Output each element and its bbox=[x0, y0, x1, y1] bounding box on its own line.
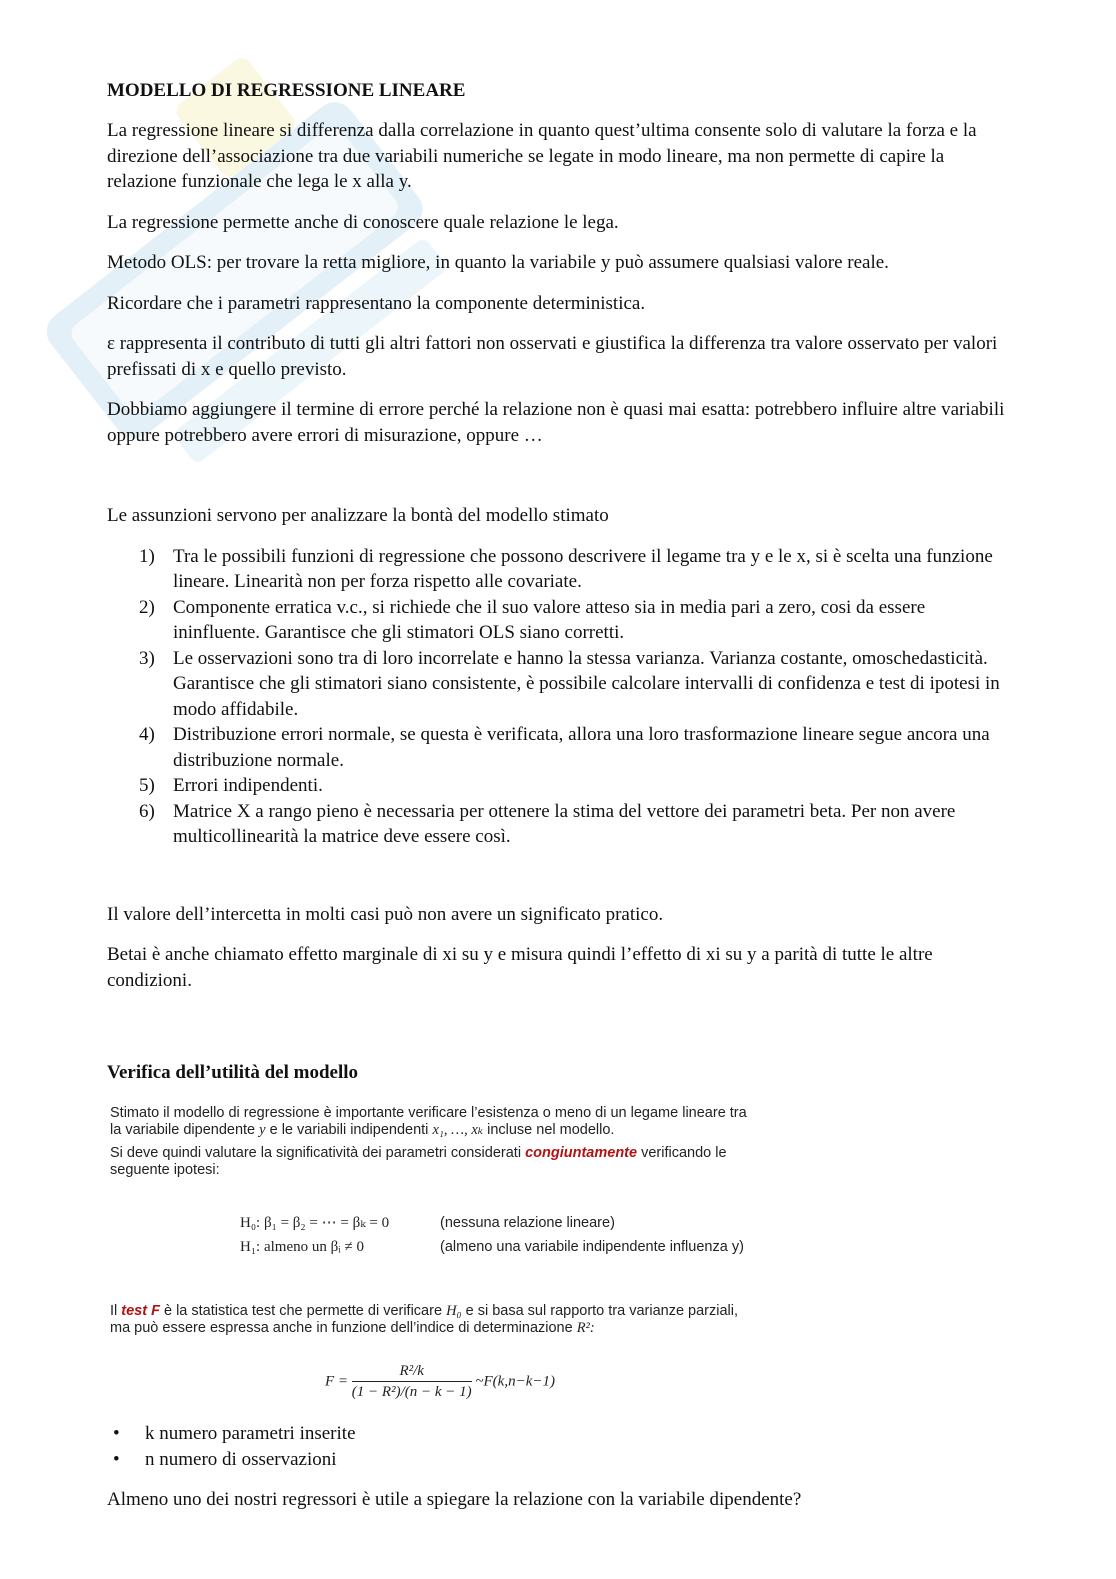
intro-paragraph: Dobbiamo aggiungere il termine di errore perché la relazione non è quasi mai esatta: potrebbero influire altre variabili oppure potrebbero avere errori di misurazione, oppure … bbox=[107, 399, 1005, 446]
formula-numerator: R²/k bbox=[352, 1363, 472, 1382]
document-body bbox=[107, 78, 1007, 1528]
assumptions-intro: Le assunzioni servono per analizzare la bontà del modello stimato bbox=[107, 505, 609, 526]
list-item bbox=[113, 1421, 1007, 1447]
spacer bbox=[107, 850, 1007, 902]
section-title: Verifica dell’utilità del modello bbox=[107, 1062, 359, 1083]
figure-text: Stimato il modello di regressione è importante verificare l’esistenza o meno di un legame lineare tra bbox=[110, 1105, 747, 1121]
list-item-text: Errori indipendenti. bbox=[173, 775, 323, 796]
list-item bbox=[139, 722, 1007, 773]
closing-question: Almeno uno dei nostri regressori è utile a spiegare la relazione con la variabile dipendente? bbox=[107, 1489, 802, 1510]
spacer bbox=[107, 463, 1007, 503]
emphasis-text: congiuntamente bbox=[525, 1145, 638, 1161]
formula-distribution: ~F(k,n−k−1) bbox=[475, 1373, 555, 1390]
figure-line bbox=[110, 1303, 738, 1320]
figure-text: seguente ipotesi: bbox=[110, 1162, 220, 1178]
figure-line bbox=[110, 1320, 595, 1337]
f-test-formula bbox=[325, 1363, 555, 1403]
list-number: 3) bbox=[139, 647, 155, 669]
bullet-icon: • bbox=[113, 1423, 120, 1444]
math-symbol: x₁, …, xₖ bbox=[432, 1122, 484, 1138]
intro-paragraph: Ricordare che i parametri rappresentano la componente deterministica. bbox=[107, 292, 646, 314]
list-number: 6) bbox=[139, 800, 155, 822]
bullet-list bbox=[107, 1421, 1007, 1472]
list-item bbox=[139, 595, 1007, 646]
alt-hypothesis: H₁: almeno un βᵢ ≠ 0 bbox=[240, 1239, 364, 1255]
figure-text: è la statistica test che permette di verificare bbox=[163, 1303, 443, 1319]
formula-fraction bbox=[352, 1363, 472, 1401]
list-number: 2) bbox=[139, 596, 155, 618]
intro-paragraph: La regressione permette anche di conoscere quale relazione le lega. bbox=[107, 211, 619, 233]
null-hypothesis-note: (nessuna relazione lineare) bbox=[440, 1215, 615, 1231]
figure-text: e si basa sul rapporto tra varianze parziali, bbox=[465, 1303, 739, 1319]
list-item-text: Le osservazioni sono tra di loro incorrelate e hanno la stessa varianza. Varianza costante, omoschedasticità. Garantisce che gli stimatori siano consistente, è possibile calcolare intervalli di confidenza e test di ipotesi in modo affidabile. bbox=[173, 647, 1000, 720]
page-title: MODELLO DI REGRESSIONE LINEARE bbox=[107, 80, 466, 101]
figure-text: Il bbox=[110, 1303, 118, 1319]
figure-text: e le variabili indipendenti bbox=[269, 1122, 429, 1138]
figure-line bbox=[110, 1122, 800, 1139]
math-symbol: H₀ bbox=[446, 1303, 462, 1319]
body-paragraph: Il valore dell’intercetta in molti casi può non avere un significato pratico. bbox=[107, 903, 664, 925]
formula-lhs: F = bbox=[325, 1373, 349, 1390]
formula-denominator: (1 − R²)/(n − k − 1) bbox=[351, 1384, 472, 1400]
intro-paragraph: Metodo OLS: per trovare la retta migliore, in quanto la variabile y può assumere qualsiasi valore reale. bbox=[107, 252, 889, 273]
list-item bbox=[139, 773, 1007, 799]
math-symbol: y bbox=[259, 1122, 266, 1138]
list-item bbox=[113, 1447, 1007, 1473]
figure-line bbox=[110, 1162, 800, 1179]
body-paragraph: Betai è anche chiamato effetto marginale di xi su y e misura quindi l’effetto di xi su y a parità di tutte le altre condizioni. bbox=[107, 944, 933, 991]
assumptions-list bbox=[107, 544, 1007, 850]
intro-paragraph: ε rappresenta il contributo di tutti gli altri fattori non osservati e giustifica la differenza tra valore osservato per valori prefissati di x e quello previsto. bbox=[107, 333, 998, 380]
figure-text: Si deve quindi valutare la significatività dei parametri considerati bbox=[110, 1145, 522, 1161]
list-item-text: Tra le possibili funzioni di regressione che possono descrivere il legame tra y e le x, si è scelta una funzione lineare. Linearità non per forza rispetto alle covariate. bbox=[173, 545, 993, 592]
spacer bbox=[107, 1008, 1007, 1060]
list-number: 4) bbox=[139, 724, 155, 745]
math-symbol: R²: bbox=[576, 1320, 595, 1336]
figure-text: verificando le bbox=[641, 1145, 727, 1161]
list-number: 5) bbox=[139, 775, 155, 796]
list-item bbox=[139, 544, 1007, 595]
list-item bbox=[139, 799, 1007, 850]
list-item bbox=[139, 646, 1007, 723]
list-item-text: Componente erratica v.c., si richiede che il suo valore atteso sia in media pari a zero, cosi da essere ininfluente. Garantisce che gli stimatori OLS siano corretti. bbox=[173, 596, 926, 643]
list-item-text: Matrice X a rango pieno è necessaria per ottenere la stima del vettore dei parametri beta. Per non avere multicollinearità la matrice deve essere così. bbox=[173, 800, 956, 847]
figure-line bbox=[110, 1105, 800, 1122]
emphasis-text: test F bbox=[121, 1303, 160, 1319]
figure-text: ma può essere espressa anche in funzione dell’indice di determinazione bbox=[110, 1320, 573, 1336]
list-item-text: Distribuzione errori normale, se questa è verificata, allora una loro trasformazione lineare segue ancora una distribuzione normale. bbox=[173, 724, 990, 771]
figure-text: incluse nel modello. bbox=[487, 1122, 615, 1138]
null-hypothesis: H₀: β₁ = β₂ = ⋯ = βₖ = 0 bbox=[240, 1215, 390, 1231]
figure-line bbox=[110, 1145, 800, 1162]
figure-text: la variabile dipendente bbox=[110, 1122, 256, 1138]
embedded-figure bbox=[110, 1105, 800, 1415]
alt-hypothesis-note: (almeno una variabile indipendente influenza y) bbox=[440, 1239, 744, 1255]
intro-paragraph: La regressione lineare si differenza dalla correlazione in quanto quest’ultima consente solo di valutare la forza e la direzione dell’associazione tra due variabili numeriche se legate in modo lineare, ma non permette di capire la relazione funzionale che lega le x alla y. bbox=[107, 120, 977, 192]
list-number: 1) bbox=[139, 545, 155, 567]
list-item-text: n numero di osservazioni bbox=[145, 1448, 337, 1470]
bullet-icon: • bbox=[113, 1448, 120, 1470]
list-item-text: k numero parametri inserite bbox=[145, 1423, 356, 1444]
